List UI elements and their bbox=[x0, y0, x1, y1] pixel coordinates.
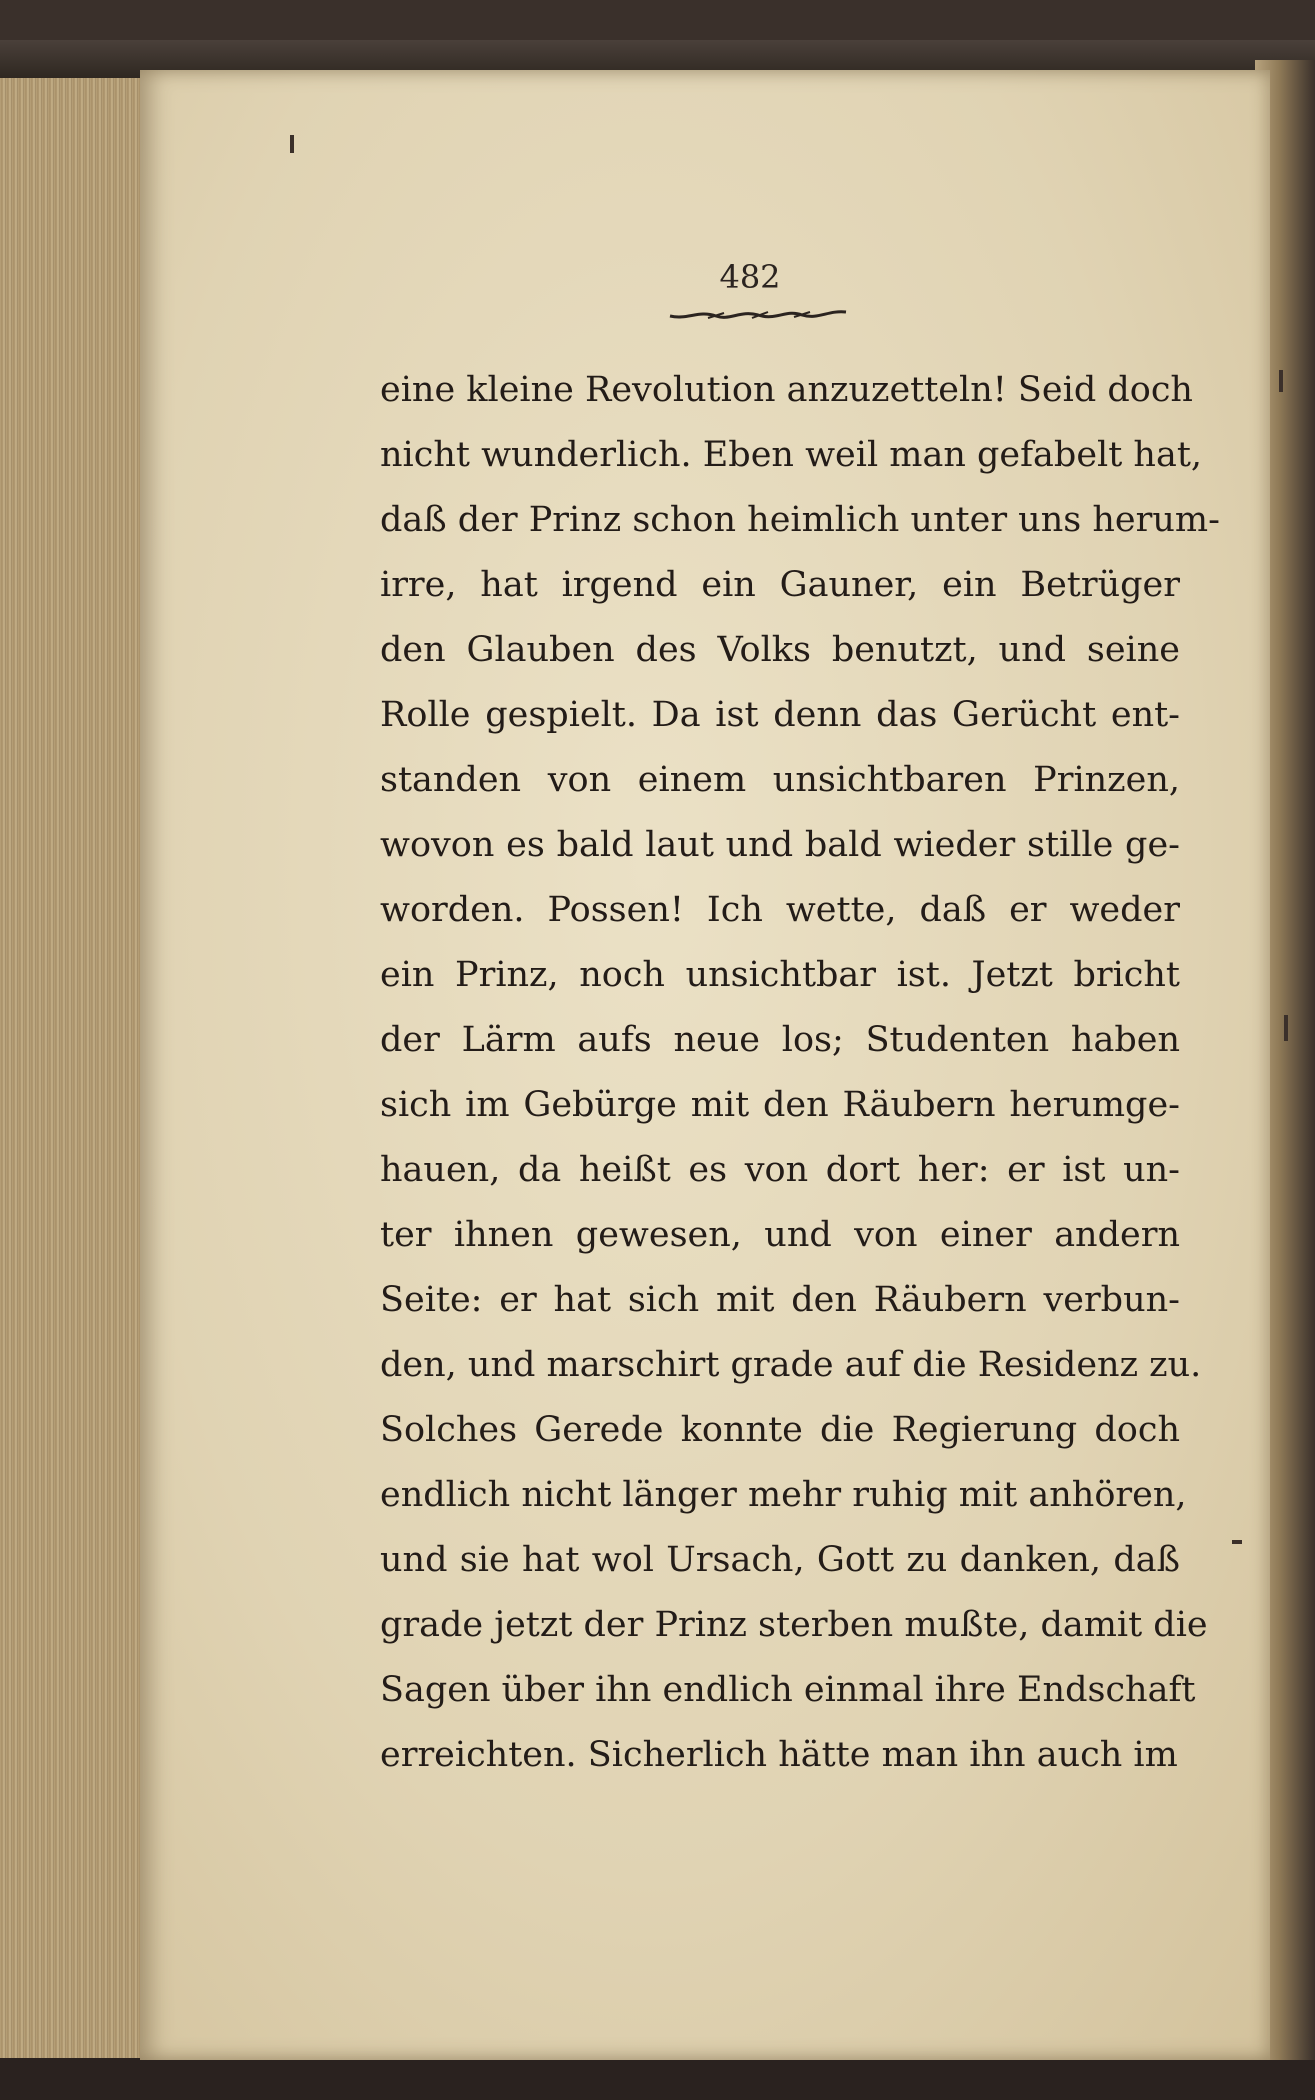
text-line: endlich nicht länger mehr ruhig mit anhören, bbox=[380, 1475, 1187, 1515]
text-line: und sie hat wol Ursach, Gott zu danken, daß bbox=[380, 1540, 1180, 1580]
margin-mark bbox=[1279, 370, 1283, 392]
text-line: wovon es bald laut und bald wieder stille ge- bbox=[380, 825, 1180, 865]
text-line: nicht wunderlich. Eben weil man gefabelt hat, bbox=[380, 435, 1203, 475]
text-line: hauen, da heißt es von dort her: er ist un- bbox=[380, 1150, 1180, 1190]
text-line: worden. Possen! Ich wette, daß er weder bbox=[380, 890, 1180, 930]
margin-mark bbox=[1284, 1015, 1288, 1041]
text-line: eine kleine Revolution anzuzetteln! Seid doch bbox=[380, 370, 1193, 410]
margin-mark bbox=[1232, 1540, 1242, 1544]
text-line: erreichten. Sicherlich hätte man ihn auch im bbox=[380, 1735, 1178, 1775]
ornament-divider bbox=[668, 304, 848, 326]
page-number: 482 bbox=[719, 258, 781, 296]
text-line: Seite: er hat sich mit den Räubern verbun- bbox=[380, 1280, 1180, 1320]
text-line: den Glauben des Volks benutzt, und seine bbox=[380, 630, 1180, 670]
body-text bbox=[380, 358, 1220, 1788]
text-line: sich im Gebürge mit den Räubern herumge- bbox=[380, 1085, 1180, 1125]
text-line: irre, hat irgend ein Gauner, ein Betrüger bbox=[380, 565, 1180, 605]
page-stack-edges bbox=[0, 78, 160, 2058]
text-line: Rolle gespielt. Da ist denn das Gerücht ent- bbox=[380, 695, 1180, 735]
text-line: standen von einem unsichtbaren Prinzen, bbox=[380, 760, 1180, 800]
text-line: grade jetzt der Prinz sterben mußte, damit die bbox=[380, 1605, 1208, 1645]
text-line: der Lärm aufs neue los; Studenten haben bbox=[380, 1020, 1180, 1060]
text-line: den, und marschirt grade auf die Residenz zu. bbox=[380, 1345, 1202, 1385]
margin-mark bbox=[290, 135, 294, 153]
text-line: Solches Gerede konnte die Regierung doch bbox=[380, 1410, 1180, 1450]
text-line: Sagen über ihn endlich einmal ihre Endschaft bbox=[380, 1670, 1196, 1710]
text-line: ter ihnen gewesen, und von einer andern bbox=[380, 1215, 1180, 1255]
text-line: daß der Prinz schon heimlich unter uns herum- bbox=[380, 500, 1220, 540]
text-line: ein Prinz, noch unsichtbar ist. Jetzt bricht bbox=[380, 955, 1180, 995]
